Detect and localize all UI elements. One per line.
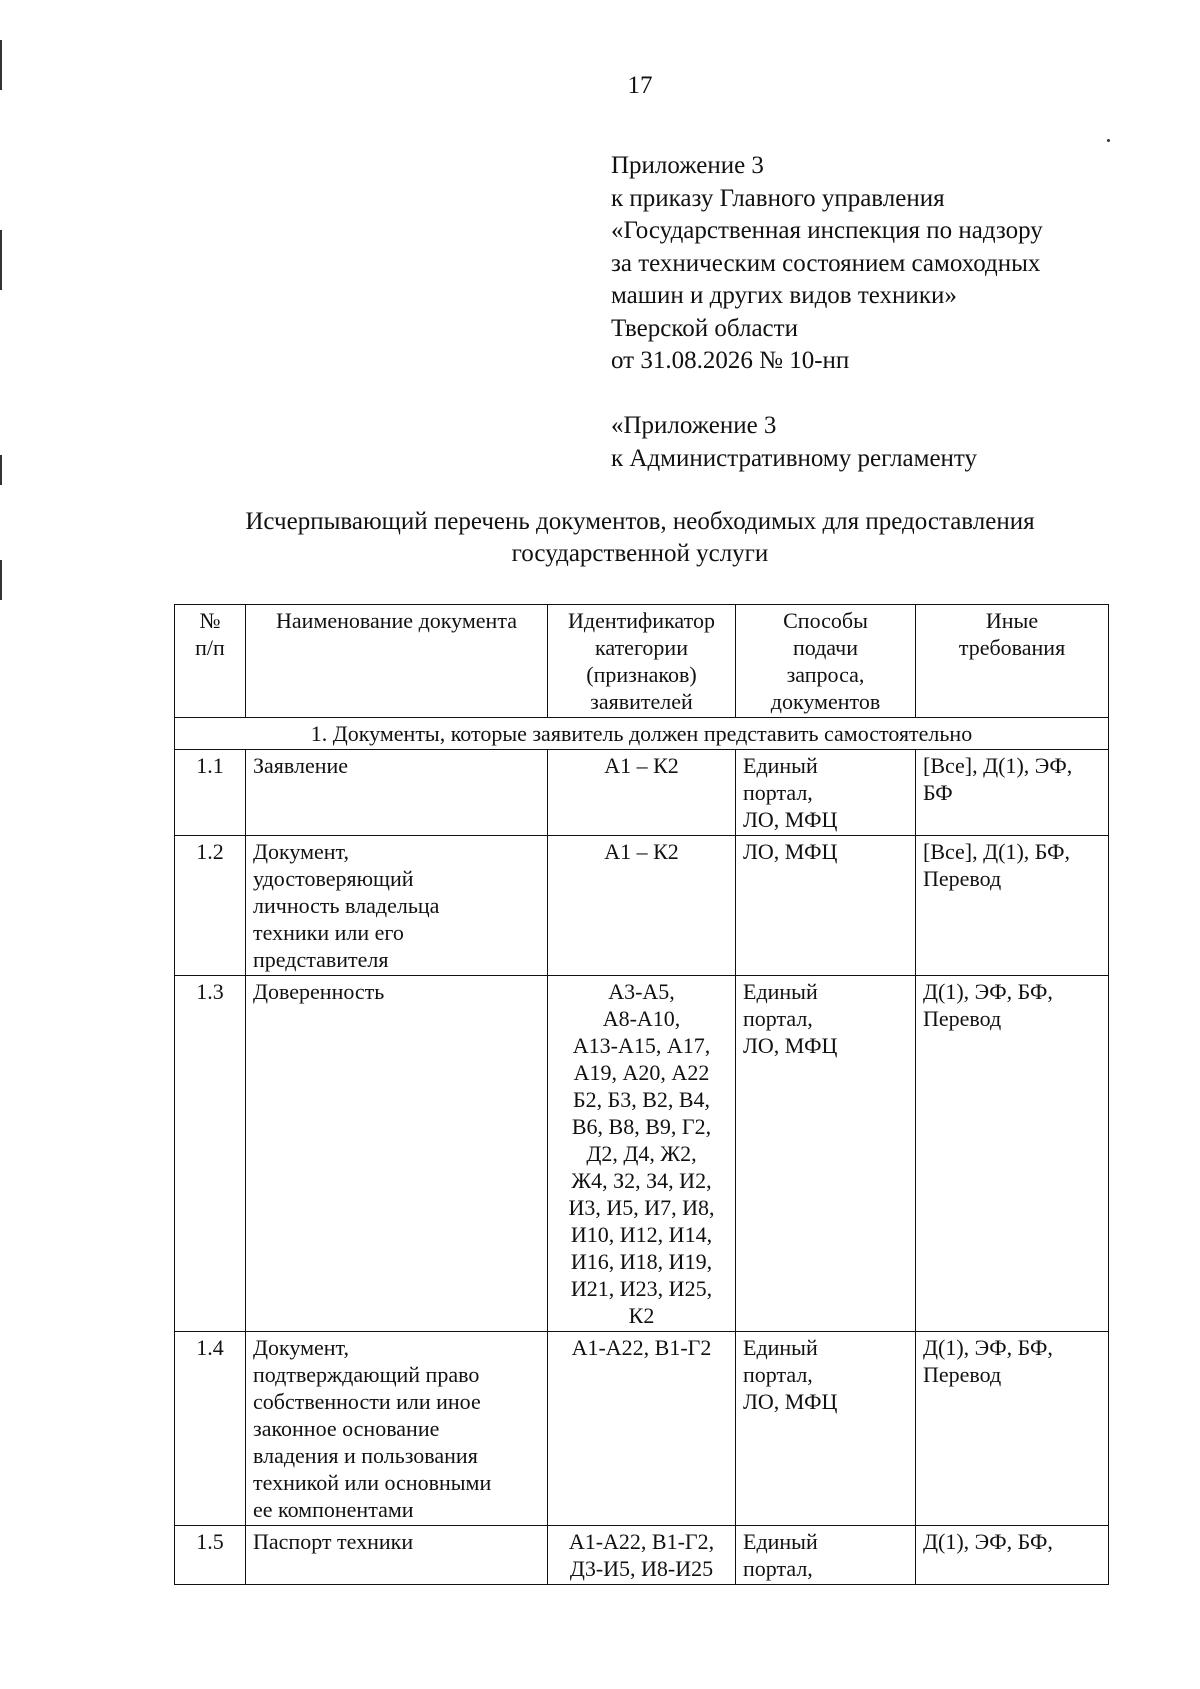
- scan-speck: [1107, 139, 1110, 142]
- row-number: 1.2: [175, 836, 246, 976]
- row-number: 1.4: [175, 1332, 246, 1526]
- header-document-name: Наименование документа: [246, 605, 548, 718]
- appendix-line: Тверской области: [611, 314, 798, 342]
- row-other-requirements: Д(1), ЭФ, БФ, Перевод: [916, 1332, 1109, 1526]
- header-submission-methods: Способы подачи запроса, документов: [736, 605, 916, 718]
- table-row: [175, 976, 1109, 1332]
- row-document-name: Паспорт техники: [246, 1526, 548, 1585]
- row-other-requirements: Д(1), ЭФ, БФ,: [916, 1526, 1109, 1585]
- row-applicant-id: А1-А22, В1-Г2, Д3-И5, И8-И25: [548, 1526, 736, 1585]
- document-title: [180, 506, 1100, 570]
- row-submission-method: Единый портал,: [736, 1526, 916, 1585]
- table-row: [175, 750, 1109, 836]
- row-applicant-id: А3-А5, А8-А10, А13-А15, А17, А19, А20, А22 Б2, Б3, В2, В4, В6, В8, В9, Г2, Д2, Д4, Ж2, Ж4, З2, З4, И2, И3, И5, И7, И8, И10, И12, И14, И16, И18, И19, И21, И23, И25, К2: [548, 976, 736, 1332]
- row-submission-method: Единый портал, ЛО, МФЦ: [736, 976, 916, 1332]
- row-document-name: Доверенность: [246, 976, 548, 1332]
- appendix-line: к приказу Главного управления: [611, 184, 945, 212]
- row-document-name: Документ, удостоверяющий личность владельца техники или его представителя: [246, 836, 548, 976]
- appendix-header: [611, 150, 1043, 378]
- section-title: 1. Документы, которые заявитель должен представить самостоятельно: [175, 718, 1109, 750]
- row-submission-method: ЛО, МФЦ: [736, 836, 916, 976]
- scan-edge-mark: [0, 230, 2, 290]
- row-number: 1.1: [175, 750, 246, 836]
- appendix-line: машин и других видов техники»: [611, 282, 957, 309]
- table-header-row: [175, 605, 1109, 718]
- regulation-appendix-line: «Приложение 3: [611, 412, 777, 439]
- header-number: № п/п: [175, 605, 246, 718]
- scan-edge-mark: [0, 560, 2, 600]
- appendix-line: от 31.08.2026 № 10-нп: [611, 347, 850, 374]
- row-other-requirements: [Все], Д(1), БФ, Перевод: [916, 836, 1109, 976]
- row-applicant-id: А1 – К2: [548, 750, 736, 836]
- row-number: 1.5: [175, 1526, 246, 1585]
- header-other-requirements: Иные требования: [916, 605, 1109, 718]
- row-applicant-id: А1-А22, В1-Г2: [548, 1332, 736, 1526]
- table-row: [175, 1526, 1109, 1585]
- row-other-requirements: Д(1), ЭФ, БФ, Перевод: [916, 976, 1109, 1332]
- row-document-name: Заявление: [246, 750, 548, 836]
- row-number: 1.3: [175, 976, 246, 1332]
- scan-edge-mark: [0, 455, 2, 485]
- table-section-row: [175, 718, 1109, 750]
- row-other-requirements: [Все], Д(1), ЭФ, БФ: [916, 750, 1109, 836]
- appendix-line: «Государственная инспекция по надзору: [611, 217, 1043, 244]
- row-applicant-id: А1 – К2: [548, 836, 736, 976]
- row-submission-method: Единый портал, ЛО, МФЦ: [736, 1332, 916, 1526]
- row-document-name: Документ, подтверждающий право собственности или иное законное основание владения и пользования техникой или основными ее компонентами: [246, 1332, 548, 1526]
- table-row: [175, 836, 1109, 976]
- header-applicant-id: Идентификатор категории (признаков) заявителей: [548, 605, 736, 718]
- regulation-appendix-line: к Административному регламенту: [611, 444, 978, 472]
- document-title-line: государственной услуги: [511, 540, 769, 567]
- documents-table: [174, 604, 1109, 1585]
- regulation-appendix-header: [611, 410, 977, 475]
- row-submission-method: Единый портал, ЛО, МФЦ: [736, 750, 916, 836]
- appendix-line: Приложение 3: [611, 152, 764, 179]
- document-title-line: Исчерпывающий перечень документов, необходимых для предоставления: [245, 508, 1035, 535]
- page-number: 17: [627, 72, 653, 99]
- appendix-line: за техническим состоянием самоходных: [611, 249, 1041, 277]
- table-row: [175, 1332, 1109, 1526]
